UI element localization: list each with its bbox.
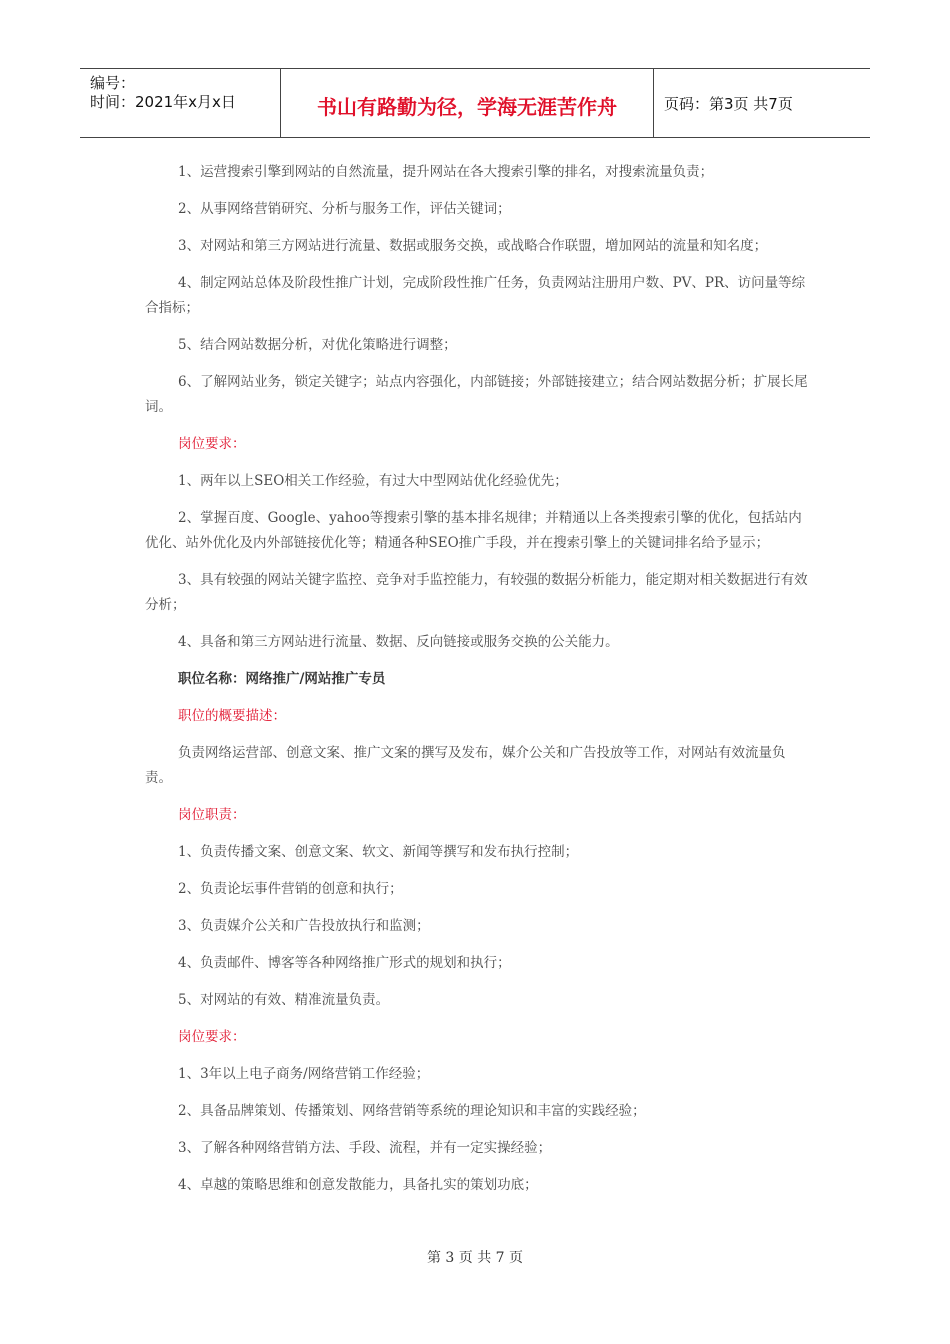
document-time-label: 时间：2021年x月x日 (90, 93, 236, 111)
body-paragraph: 3、具有较强的网站关键字监控、竞争对手监控能力，有较强的数据分析能力，能定期对相关数据进行有效分析； (145, 572, 808, 613)
body-paragraph: 1、两年以上SEO相关工作经验，有过大中型网站优化经验优先； (178, 473, 568, 489)
body-paragraph: 1、负责传播文案、创意文案、软文、新闻等撰写和发布执行控制； (178, 844, 579, 860)
section-heading: 岗位职责： (178, 807, 246, 823)
body-paragraph: 2、具备品牌策划、传播策划、网络营销等系统的理论知识和丰富的实践经验； (178, 1103, 646, 1119)
body-paragraph: 5、对网站的有效、精准流量负责。 (178, 992, 390, 1008)
position-title: 职位名称：网络推广/网站推广专员 (178, 671, 386, 687)
body-paragraph: 4、具备和第三方网站进行流量、数据、反向链接或服务交换的公关能力。 (178, 634, 619, 650)
section-heading: 岗位要求： (178, 436, 246, 452)
section-heading: 岗位要求： (178, 1029, 246, 1045)
body-paragraph: 3、了解各种网络营销方法、手段、流程，并有一定实操经验； (178, 1140, 552, 1156)
body-paragraph: 2、从事网络营销研究、分析与服务工作，评估关键词； (178, 201, 511, 217)
body-paragraph: 负责网络运营部、创意文案、推广文案的撰写及发布，媒介公关和广告投放等工作，对网站有效流量负责。 (145, 745, 786, 786)
document-body (145, 160, 810, 1210)
document-number-label: 编号： (90, 74, 136, 92)
header-middle-cell (281, 69, 654, 137)
body-paragraph: 3、负责媒介公关和广告投放执行和监测； (178, 918, 430, 934)
body-paragraph: 1、3年以上电子商务/网络营销工作经验； (178, 1066, 430, 1082)
body-paragraph: 2、负责论坛事件营销的创意和执行； (178, 881, 403, 897)
body-paragraph: 1、运营搜索引擎到网站的自然流量，提升网站在各大搜索引擎的排名，对搜索流量负责； (178, 164, 714, 180)
body-paragraph: 4、制定网站总体及阶段性推广计划，完成阶段性推广任务，负责网站注册用户数、PV、PR、访问量等综合指标； (145, 275, 806, 316)
header-right-cell (654, 69, 870, 137)
body-paragraph: 4、卓越的策略思维和创意发散能力，具备扎实的策划功底； (178, 1177, 538, 1193)
body-paragraph: 3、对网站和第三方网站进行流量、数据或服务交换，或战略合作联盟，增加网站的流量和知名度； (178, 238, 768, 254)
body-paragraph: 2、掌握百度、Google、yahoo等搜索引擎的基本排名规律；并精通以上各类搜索引擎的优化，包括站内优化、站外优化及内外部链接优化等；精通各种SEO推广手段，并在搜索引擎上的关键词排名给予显示； (145, 510, 802, 551)
body-paragraph: 4、负责邮件、博客等各种网络推广形式的规划和执行； (178, 955, 511, 971)
body-paragraph: 6、了解网站业务，锁定关键字；站点内容强化，内部链接；外部链接建立；结合网站数据分析；扩展长尾词。 (145, 374, 808, 415)
body-paragraph: 5、结合网站数据分析，对优化策略进行调整； (178, 337, 457, 353)
header-left-cell (80, 69, 281, 137)
header-page-label: 页码：第3页 共7页 (664, 95, 793, 113)
page-header (80, 68, 870, 138)
page-footer: 第 3 页 共 7 页 (426, 1250, 524, 1266)
section-heading: 职位的概要描述： (178, 708, 286, 724)
header-motto: 书山有路勤为径，学海无涯苦作舟 (317, 95, 617, 119)
